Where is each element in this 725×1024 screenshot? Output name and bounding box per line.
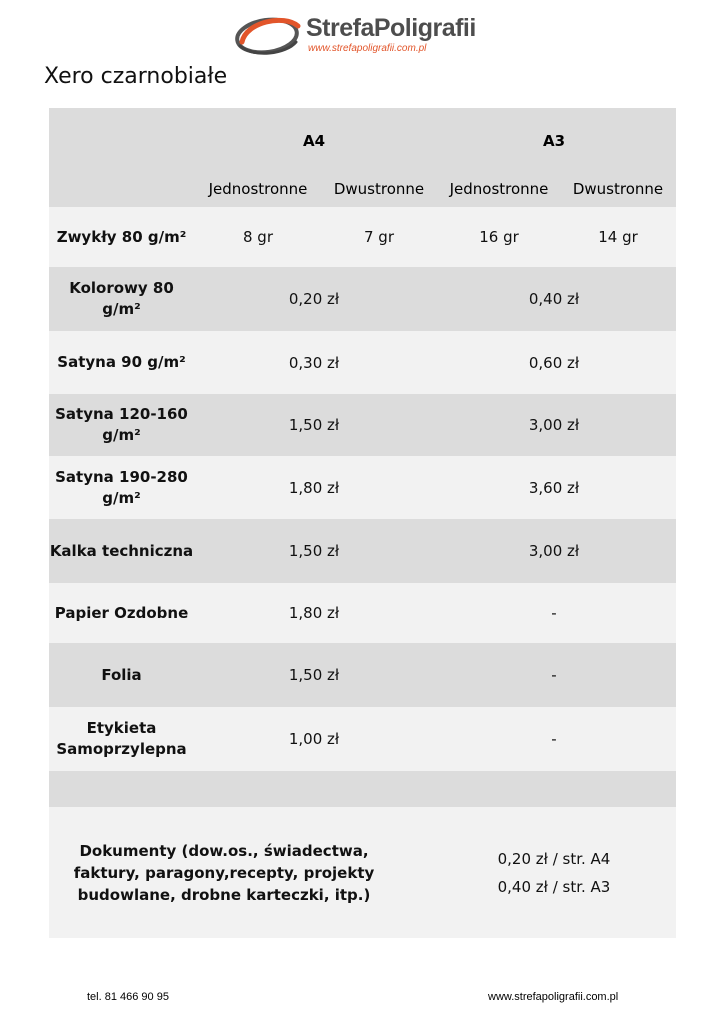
swoosh-ring-logo-icon: [234, 12, 304, 62]
table-row: [49, 519, 676, 583]
price-a3-single: 16 gr: [479, 228, 519, 246]
row-label: Papier Ozdobne: [54, 603, 189, 622]
price-table: [49, 108, 676, 938]
row-label: Satyna 120-160 g/m²: [55, 405, 188, 444]
price-a3: 0,60 zł: [528, 353, 580, 372]
price-a4: 1,00 zł: [288, 730, 340, 748]
table-header-row: [49, 108, 676, 207]
price-a4: 0,30 zł: [288, 353, 340, 372]
row-label: Etykieta Samoprzylepna: [56, 719, 187, 758]
header-a3-single: Jednostronne: [449, 180, 549, 198]
price-a4: 1,50 zł: [288, 666, 340, 684]
table-spacer-row: [49, 771, 676, 807]
footer-phone: tel. 81 466 90 95: [87, 991, 169, 1003]
brand-url: www.strefapoligrafii.com.pl: [308, 43, 427, 54]
row-label: Kalka techniczna: [49, 541, 194, 560]
table-row: [49, 456, 676, 519]
documents-label: Dokumenty (dow.os., świadectwa, faktury, paragony,recepty, projekty budowlane, drobne karteczki, itp.): [73, 841, 375, 904]
price-a3: 3,00 zł: [528, 542, 580, 560]
row-label: Folia: [101, 665, 142, 684]
price-a4: 0,20 zł: [288, 290, 340, 308]
price-a3: -: [551, 730, 557, 748]
price-a4-single: 8 gr: [243, 228, 273, 246]
row-label: Satyna 90 g/m²: [57, 353, 186, 371]
price-a3: 3,00 zł: [528, 416, 580, 434]
header-a3-double: Dwustronne: [572, 180, 664, 198]
price-a4: 1,80 zł: [288, 604, 340, 622]
documents-row: [49, 807, 676, 938]
price-a3: -: [551, 666, 557, 684]
documents-price-a3: 0,40 zł / str. A3: [497, 877, 611, 896]
price-a4: 1,50 zł: [288, 542, 340, 560]
header-a3: A3: [542, 132, 566, 150]
header-a4: A4: [302, 132, 326, 150]
documents-price: [434, 807, 674, 938]
table-row: [49, 394, 676, 456]
row-label: Kolorowy 80 g/m²: [69, 279, 174, 318]
table-row: [49, 207, 676, 267]
row-label: Satyna 190-280 g/m²: [55, 467, 188, 507]
header-a4-single: Jednostronne: [208, 180, 308, 198]
table-row: [49, 331, 676, 394]
price-a3-double: 14 gr: [598, 228, 638, 246]
price-a4: 1,50 zł: [288, 416, 340, 434]
table-row: [49, 267, 676, 331]
page-title: Xero czarnobiałe: [44, 64, 228, 89]
row-label: Zwykły 80 g/m²: [56, 227, 187, 246]
price-a3: 3,60 zł: [528, 478, 580, 497]
price-a4: 1,80 zł: [288, 478, 340, 497]
table-row: [49, 707, 676, 771]
price-a3: -: [551, 604, 557, 622]
documents-price-a4: 0,20 zł / str. A4: [497, 849, 611, 868]
footer-website: www.strefapoligrafii.com.pl: [488, 991, 619, 1003]
table-row: [49, 643, 676, 707]
price-a4-double: 7 gr: [364, 228, 394, 246]
brand-name: StrefaPoligrafii: [306, 14, 476, 42]
brand-logo: [234, 12, 494, 62]
table-row: [49, 583, 676, 643]
price-a3: 0,40 zł: [528, 290, 580, 308]
header-a4-double: Dwustronne: [333, 180, 425, 198]
